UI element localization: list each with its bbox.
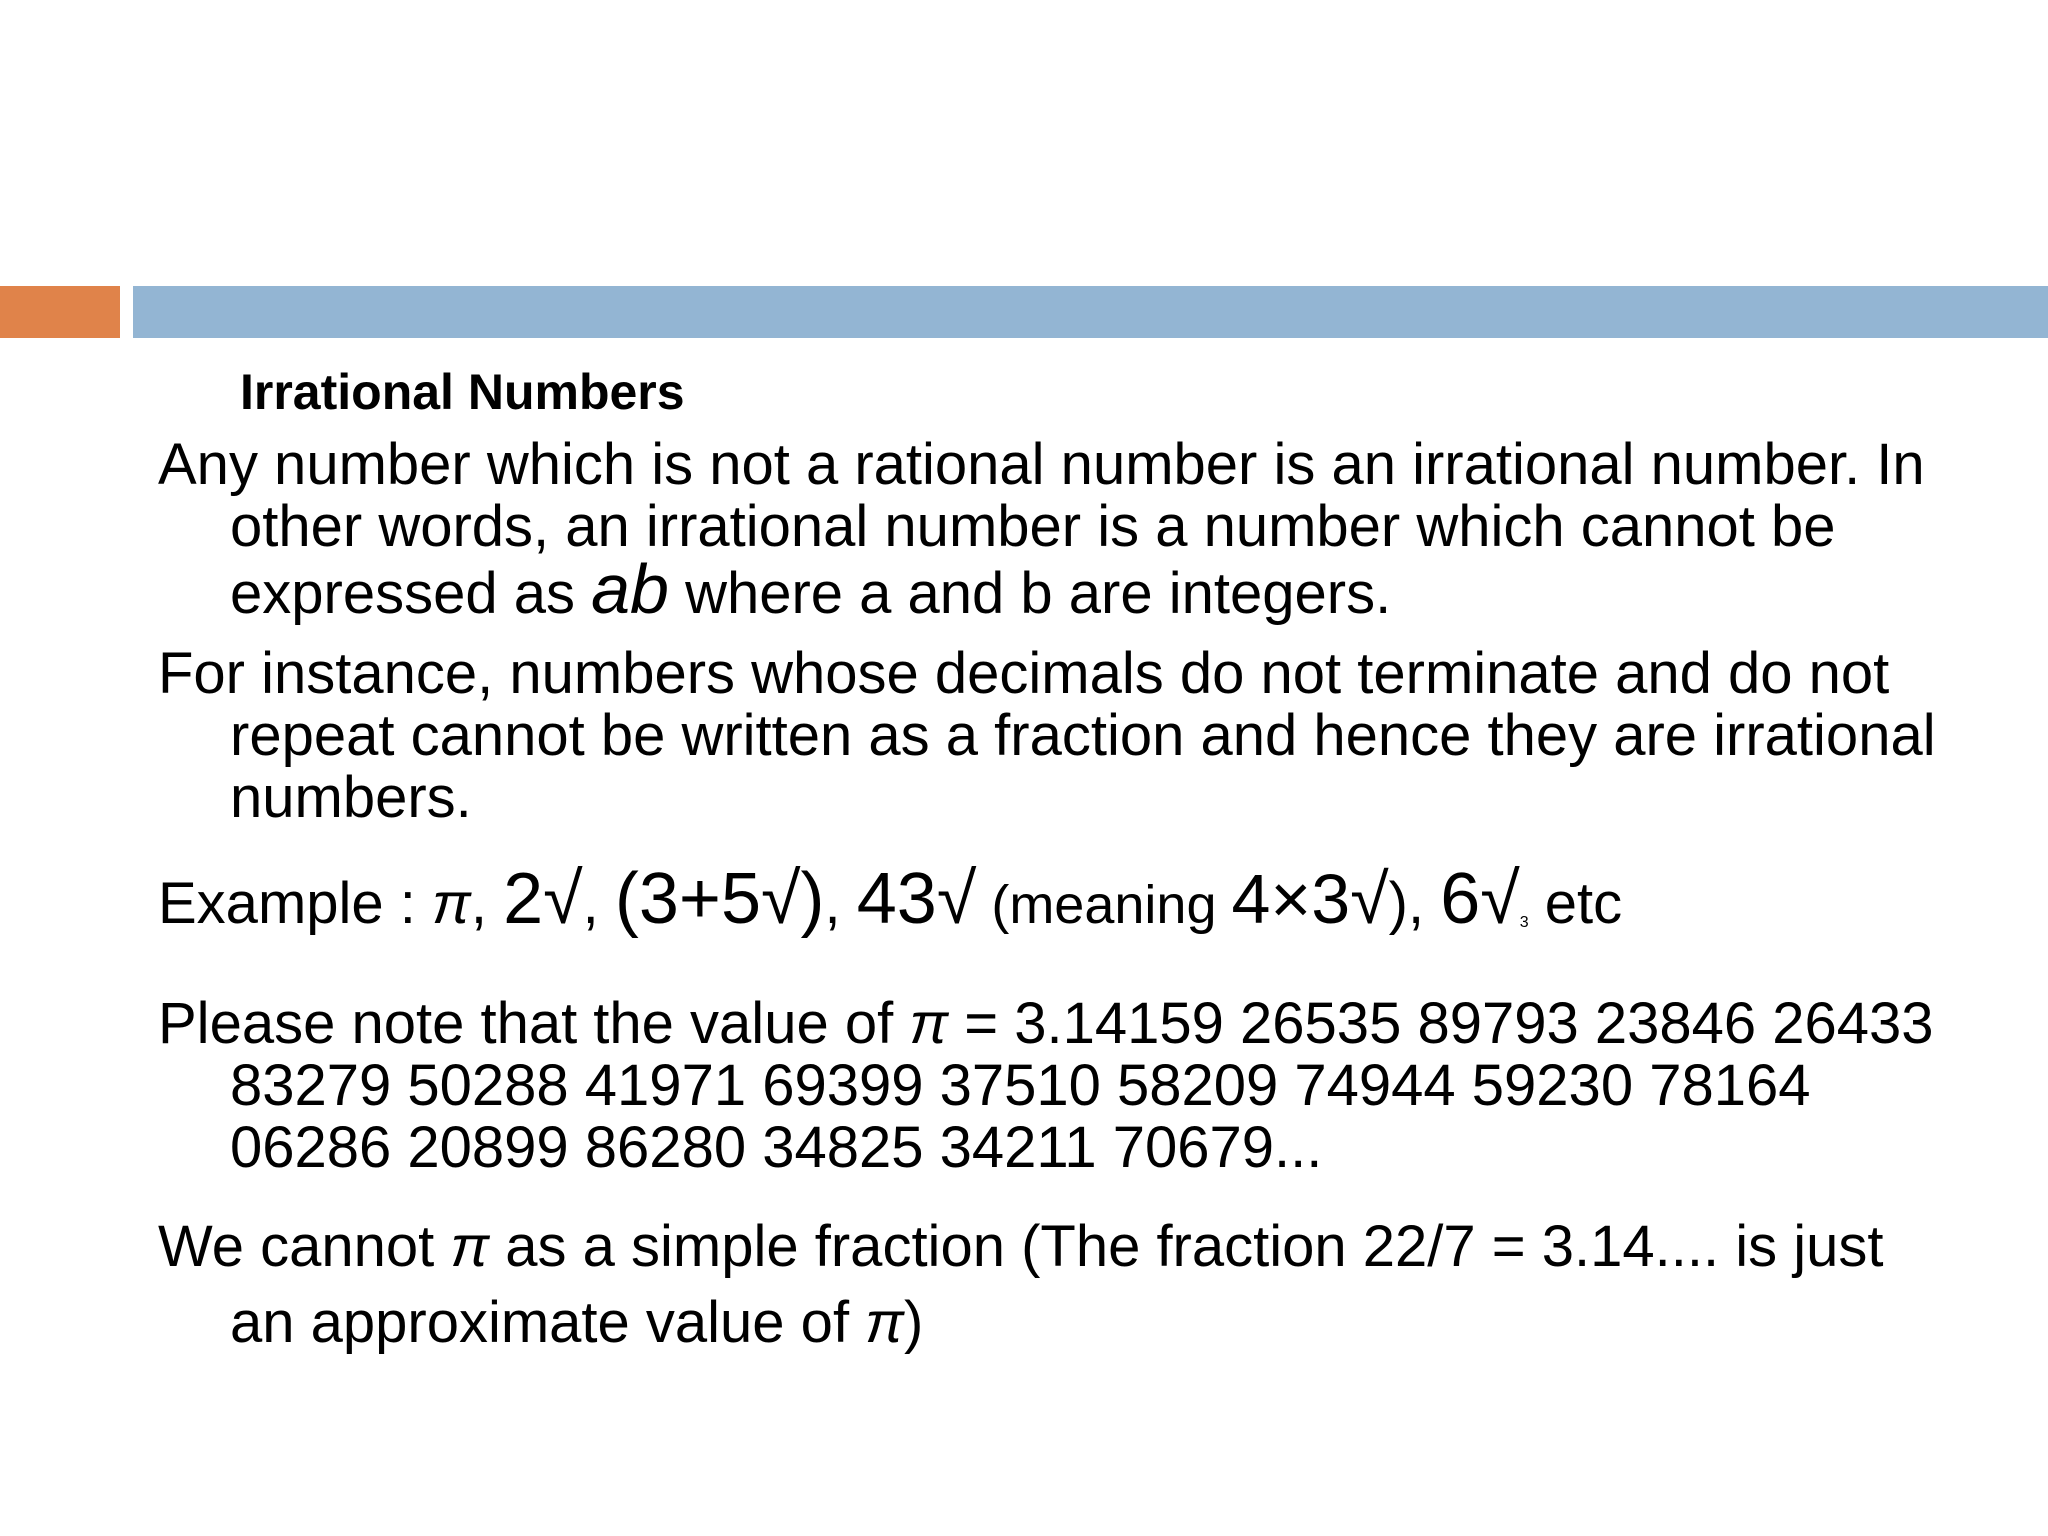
- paragraph-definition: [158, 432, 1958, 628]
- fraction-ab: ab: [591, 550, 669, 628]
- definition-text-before: Any number which is not a rational number is an irrational number. In other words, an irrational number is a number which cannot be expressed as: [158, 432, 1925, 626]
- example-subscript: 3: [1519, 914, 1529, 931]
- approx-text-after: ): [904, 1290, 924, 1355]
- slide-content: [158, 434, 1958, 1361]
- header-accent-blue: [133, 286, 2048, 338]
- definition-text-after: where a and b are integers.: [668, 561, 1392, 626]
- slide-title: Irrational Numbers: [240, 364, 685, 420]
- pi-value-text-before: Please note that the value of: [158, 991, 910, 1056]
- example-expr-3-plus-5: (3+5√): [614, 859, 825, 939]
- paragraph-instance: For instance, numbers whose decimals do not terminate and do not repeat cannot be written as a fraction and hence they are irrational numbers.: [158, 641, 1936, 830]
- paragraph-example: [158, 857, 1958, 965]
- approx-text-middle: as a simple fraction (The fraction 22/7 = 3.14.... is just an approximate value of: [230, 1214, 1884, 1355]
- pi-symbol: π: [450, 1214, 490, 1279]
- example-meaning-open: (meaning: [976, 875, 1232, 935]
- example-comma: ,: [582, 871, 615, 936]
- example-meaning-close: ),: [1388, 871, 1441, 936]
- example-label: Example :: [158, 871, 432, 936]
- pi-symbol: π: [909, 991, 949, 1056]
- example-comma: ,: [470, 871, 504, 936]
- pi-symbol: π: [865, 1290, 905, 1355]
- example-root-2: 2√: [503, 859, 583, 939]
- example-comma: ,: [824, 871, 857, 936]
- example-expr-6: 6√: [1440, 859, 1520, 939]
- header-accent-orange: [0, 286, 120, 338]
- paragraph-pi-value: [158, 993, 1958, 1179]
- example-expr-4x3: 4×3√: [1231, 860, 1389, 938]
- approx-text-before: We cannot: [158, 1214, 451, 1279]
- example-etc: etc: [1528, 871, 1623, 936]
- pi-value-digits: = 3.14159 26535 89793 23846 26433 83279 50288 41971 69399 37510 58209 74944 59230 78164 06286 20899 86280 34825 34211 70679...: [230, 991, 1934, 1180]
- paragraph-approximation: [158, 1209, 1958, 1361]
- example-expr-43: 43√: [856, 859, 977, 939]
- pi-symbol: π: [432, 871, 471, 936]
